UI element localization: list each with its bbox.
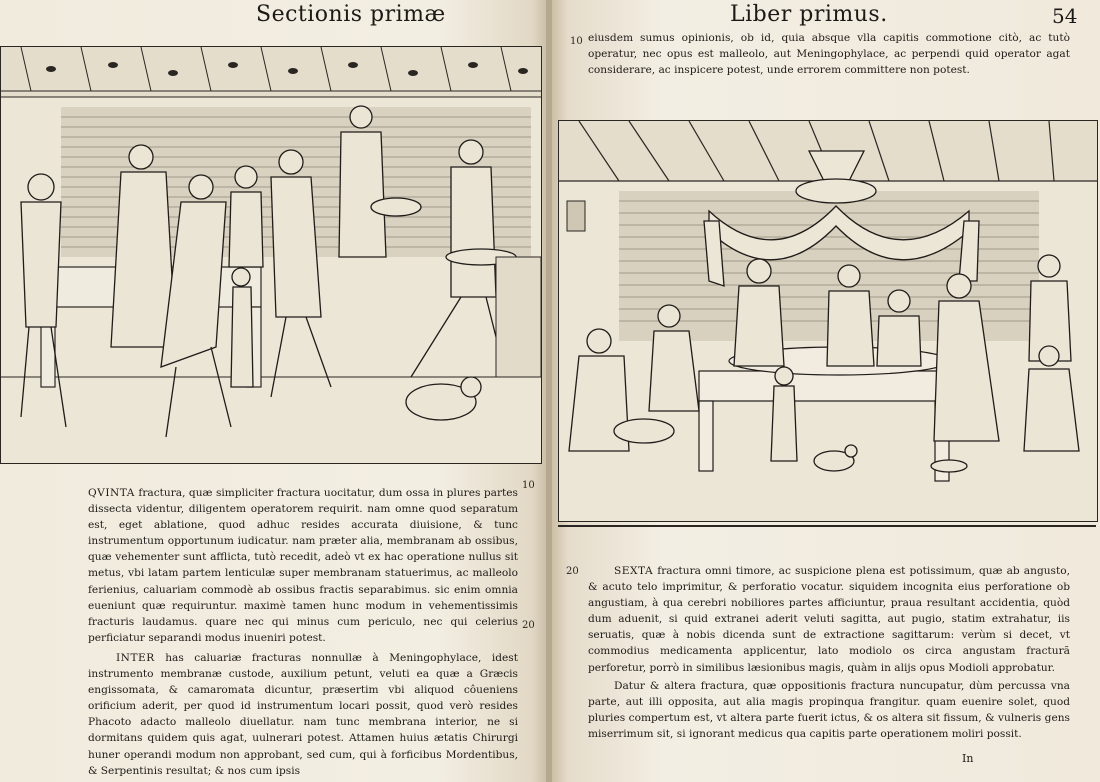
right-woodcut-illustration bbox=[558, 120, 1098, 522]
body-paragraph bbox=[88, 650, 518, 779]
right-page bbox=[552, 0, 1100, 782]
margin-line-number: 20 bbox=[566, 566, 579, 577]
body-paragraph bbox=[588, 563, 1070, 676]
body-paragraph-continued: eiusdem sumus opinionis, ob id, quia absque vlla capitis commotione citò, ac tutò operatur, nec opus est malleolo, aut Meningophylace, ac perpendi quid operator agat considerare, ac inspicere potest, unde errorem committere non potest. bbox=[588, 32, 1070, 77]
woodcut-surgery-scene-icon bbox=[1, 47, 541, 463]
margin-line-number: 20 bbox=[522, 620, 535, 631]
margin-line-number: 10 bbox=[570, 36, 583, 47]
divider-rule bbox=[558, 525, 1096, 527]
right-running-head: Liber primus. bbox=[730, 2, 888, 27]
left-woodcut-illustration bbox=[0, 46, 542, 464]
paragraph-text: fractura, quæ simpliciter fractura uocitatur, dum ossa in plures partes dissecta videntur, diligentem operatorem requirit. nam omne quod separatum est, eget ablatione, quod adhuc resides accurata diuisione, & tunc instrumentum opportunum iudicatur. nam præter alia, membranam ab ossibus, quæ vehementer sunt afflicta, tutò recedit, adeò vt ex hac operatione nullus sit metus, vbi latam partem lenticulæ super membranam statuerimus, ac malleolo ferienius, caluariam commodè ab ossibus fractis separabimus. sic enim omnia eueniunt quæ requiruntur. maximè tamen hunc modum in vehementissimis fracturis laudamus. quare nec qui minus cum periculo, nec qui celerius perficiatur separandi modus inueniri potest. bbox=[88, 487, 518, 644]
paragraph-text: has caluariæ fracturas nonnullæ à Meningophylace, idest instrumento membranæ custode, auxilium petunt, veluti ea quæ a Græcis engissomata, & camaromata dicuntur, præsertim vbi aliquod côueniens orificium aderit, per quod id instrumentum locari possit, quod verò resides Phacoto adacto malleolo diuellatur. nam tunc membrana interior, ne si dormitans quidem quis agat, uulnerari potest. Attamen huius ætatis Chirurgi huner operandi modum non approbant, sed cum, qui à forficibus Mordentibus, & Serpentinis resultat; & nos cum ipsis bbox=[88, 652, 518, 777]
left-page bbox=[0, 0, 548, 782]
margin-line-number: 10 bbox=[522, 480, 535, 491]
catchword: In bbox=[962, 752, 974, 765]
paragraph-initial: INTER bbox=[116, 652, 155, 664]
left-running-head: Sectionis primæ bbox=[256, 2, 446, 27]
paragraph-text: Datur & altera fractura, quæ oppositionis fractura nuncupatur, dùm percussa vna parte, aut illi opposita, aut alia magis propinqua frangitur. quam euenire solet, quod pluries compertum est, vt altera parte fuerit ictus, & os altera sit fissum, & vulneris gens miserrimum sit, si ignorant medicus qua capitis parte operationem moliri possit. bbox=[588, 680, 1070, 741]
page-number: 54 bbox=[1052, 4, 1078, 28]
paragraph-initial: QVINTA bbox=[88, 487, 135, 499]
paragraph-initial: SEXTA bbox=[614, 565, 654, 577]
paragraph-text: fractura omni timore, ac suspicione plena est potissimum, quæ ab angusto, & acuto telo imprimitur, & perforatio vocatur. siquidem incognita eius perforatione ob angustiam, à qua cerebri nobiliores partes afficiuntur, praua resultant accidentia, quòd dum aduenit, si quid extranei aderit veluti sagitta, aut pugio, statim extrahatur, iis seruatis, quæ à nobis dicenda sunt de extractione sagittarum: verùm si decet, vt commodius medicamenta applicentur, lato modiolo os circa angustam fracturã perforetur, porrò in similibus læsionibus magis, quàm in alijs opus Modioli approbatur. bbox=[588, 565, 1070, 674]
woodcut-bedside-scene-icon bbox=[559, 121, 1097, 521]
body-paragraph bbox=[588, 678, 1070, 742]
body-paragraph bbox=[88, 485, 518, 646]
